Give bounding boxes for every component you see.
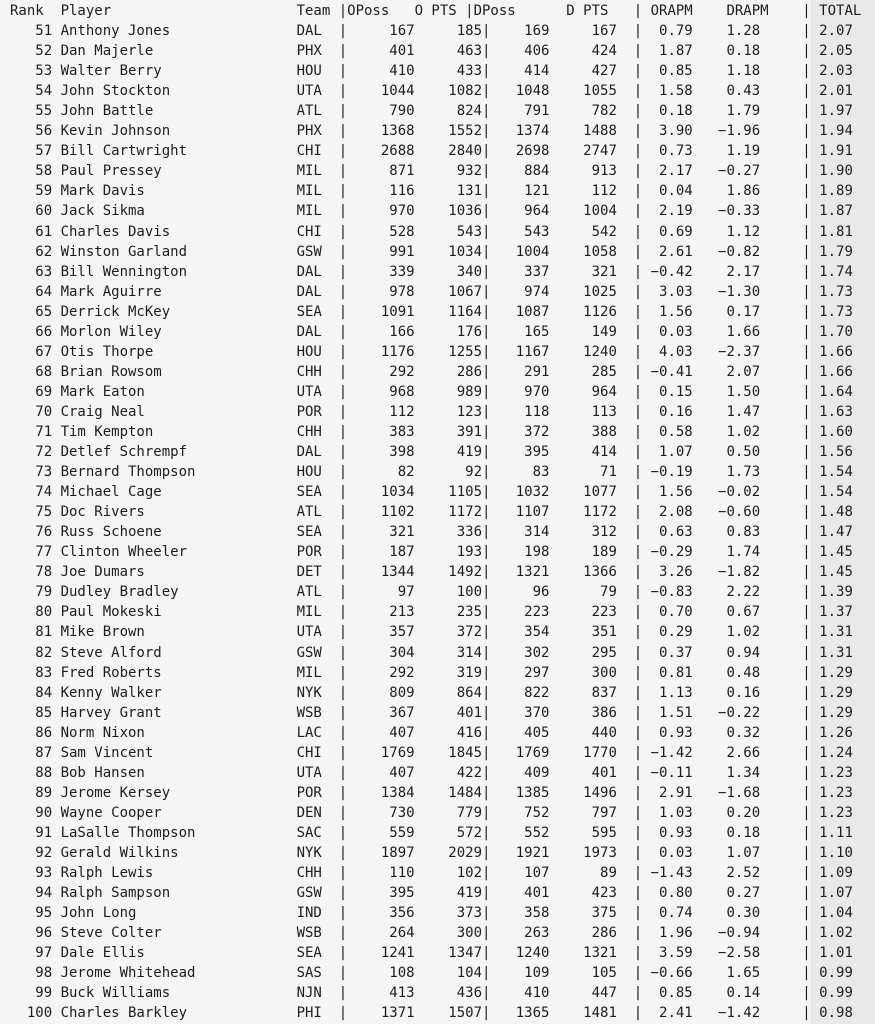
table-header-row: Rank Player Team |OPoss O PTS |DPoss D PTS | ORAPM DRAPM | TOTAL <box>10 3 862 19</box>
table-row: 95 John Long IND | 356 373| 358 375 | 0.74 0.30 | 1.04 <box>10 905 853 922</box>
table-row: 83 Fred Roberts MIL | 292 319| 297 300 | 0.81 0.48 | 1.29 <box>10 664 853 681</box>
table-row: 52 Dan Majerle PHX | 401 463| 406 424 | 1.87 0.18 | 2.05 <box>10 43 853 60</box>
table-row: 79 Dudley Bradley ATL | 97 100| 96 79 | −0.83 2.22 | 1.39 <box>10 584 853 601</box>
table-row: 80 Paul Mokeski MIL | 213 235| 223 223 | 0.70 0.67 | 1.37 <box>10 604 853 621</box>
table-row: 54 John Stockton UTA | 1044 1082| 1048 1055 | 1.58 0.43 | 2.01 <box>10 83 853 100</box>
table-row: 51 Anthony Jones DAL | 167 185| 169 167 | 0.79 1.28 | 2.07 <box>10 23 853 40</box>
table-row: 91 LaSalle Thompson SAC | 559 572| 552 595 | 0.93 0.18 | 1.11 <box>10 824 853 841</box>
table-row: 74 Michael Cage SEA | 1034 1105| 1032 1077 | 1.56 −0.02 | 1.54 <box>10 484 853 501</box>
table-row: 98 Jerome Whitehead SAS | 108 104| 109 105 | −0.66 1.65 | 0.99 <box>10 965 853 982</box>
table-row: 85 Harvey Grant WSB | 367 401| 370 386 | 1.51 −0.22 | 1.29 <box>10 704 853 721</box>
table-row: 84 Kenny Walker NYK | 809 864| 822 837 | 1.13 0.16 | 1.29 <box>10 684 853 701</box>
table-row: 70 Craig Neal POR | 112 123| 118 113 | 0.16 1.47 | 1.63 <box>10 403 853 420</box>
table-row: 93 Ralph Lewis CHH | 110 102| 107 89 | −1.43 2.52 | 1.09 <box>10 865 853 882</box>
table-row: 82 Steve Alford GSW | 304 314| 302 295 | 0.37 0.94 | 1.31 <box>10 644 853 661</box>
table-row: 90 Wayne Cooper DEN | 730 779| 752 797 | 1.03 0.20 | 1.23 <box>10 804 853 821</box>
table-row: 87 Sam Vincent CHI | 1769 1845| 1769 1770 | −1.42 2.66 | 1.24 <box>10 744 853 761</box>
table-row: 100 Charles Barkley PHI | 1371 1507| 1365 1481 | 2.41 −1.42 | 0.98 <box>10 1005 853 1022</box>
table-row: 86 Norm Nixon LAC | 407 416| 405 440 | 0.93 0.32 | 1.26 <box>10 724 853 741</box>
table-row: 67 Otis Thorpe HOU | 1176 1255| 1167 1240 | 4.03 −2.37 | 1.66 <box>10 343 853 360</box>
table-row: 55 John Battle ATL | 790 824| 791 782 | 0.18 1.79 | 1.97 <box>10 103 853 120</box>
table-row: 99 Buck Williams NJN | 413 436| 410 447 | 0.85 0.14 | 0.99 <box>10 985 853 1002</box>
table-row: 75 Doc Rivers ATL | 1102 1172| 1107 1172 | 2.08 −0.60 | 1.48 <box>10 504 853 521</box>
table-row: 63 Bill Wennington DAL | 339 340| 337 321 | −0.42 2.17 | 1.74 <box>10 263 853 280</box>
table-row: 88 Bob Hansen UTA | 407 422| 409 401 | −0.11 1.34 | 1.23 <box>10 764 853 781</box>
table-row: 53 Walter Berry HOU | 410 433| 414 427 | 0.85 1.18 | 2.03 <box>10 63 853 80</box>
table-row: 56 Kevin Johnson PHX | 1368 1552| 1374 1488 | 3.90 −1.96 | 1.94 <box>10 123 853 140</box>
table-row: 64 Mark Aguirre DAL | 978 1067| 974 1025 | 3.03 −1.30 | 1.73 <box>10 283 853 300</box>
table-row: 65 Derrick McKey SEA | 1091 1164| 1087 1126 | 1.56 0.17 | 1.73 <box>10 303 853 320</box>
table-row: 57 Bill Cartwright CHI | 2688 2840| 2698 2747 | 0.73 1.19 | 1.91 <box>10 143 853 160</box>
table-row: 66 Morlon Wiley DAL | 166 176| 165 149 | 0.03 1.66 | 1.70 <box>10 323 853 340</box>
table-row: 59 Mark Davis MIL | 116 131| 121 112 | 0.04 1.86 | 1.89 <box>10 183 853 200</box>
table-row: 97 Dale Ellis SEA | 1241 1347| 1240 1321 | 3.59 −2.58 | 1.01 <box>10 945 853 962</box>
table-row: 96 Steve Colter WSB | 264 300| 263 286 | 1.96 −0.94 | 1.02 <box>10 925 853 942</box>
table-row: 76 Russ Schoene SEA | 321 336| 314 312 | 0.63 0.83 | 1.47 <box>10 524 853 541</box>
table-row: 94 Ralph Sampson GSW | 395 419| 401 423 | 0.80 0.27 | 1.07 <box>10 885 853 902</box>
table-row: 61 Charles Davis CHI | 528 543| 543 542 | 0.69 1.12 | 1.81 <box>10 223 853 240</box>
table-row: 60 Jack Sikma MIL | 970 1036| 964 1004 | 2.19 −0.33 | 1.87 <box>10 203 853 220</box>
table-row: 71 Tim Kempton CHH | 383 391| 372 388 | 0.58 1.02 | 1.60 <box>10 423 853 440</box>
table-row: 72 Detlef Schrempf DAL | 398 419| 395 414 | 1.07 0.50 | 1.56 <box>10 444 853 461</box>
table-row: 62 Winston Garland GSW | 991 1034| 1004 1058 | 2.61 −0.82 | 1.79 <box>10 243 853 260</box>
table-row: 81 Mike Brown UTA | 357 372| 354 351 | 0.29 1.02 | 1.31 <box>10 624 853 641</box>
table-row: 89 Jerome Kersey POR | 1384 1484| 1385 1496 | 2.91 −1.68 | 1.23 <box>10 784 853 801</box>
table-row: 58 Paul Pressey MIL | 871 932| 884 913 | 2.17 −0.27 | 1.90 <box>10 163 853 180</box>
table-row: 69 Mark Eaton UTA | 968 989| 970 964 | 0.15 1.50 | 1.64 <box>10 383 853 400</box>
table-row: 92 Gerald Wilkins NYK | 1897 2029| 1921 1973 | 0.03 1.07 | 1.10 <box>10 844 853 861</box>
table-row: 68 Brian Rowsom CHH | 292 286| 291 285 | −0.41 2.07 | 1.66 <box>10 363 853 380</box>
table-row: 73 Bernard Thompson HOU | 82 92| 83 71 | −0.19 1.73 | 1.54 <box>10 464 853 481</box>
table-row: 77 Clinton Wheeler POR | 187 193| 198 189 | −0.29 1.74 | 1.45 <box>10 544 853 561</box>
table-row: 78 Joe Dumars DET | 1344 1492| 1321 1366 | 3.26 −1.82 | 1.45 <box>10 564 853 581</box>
